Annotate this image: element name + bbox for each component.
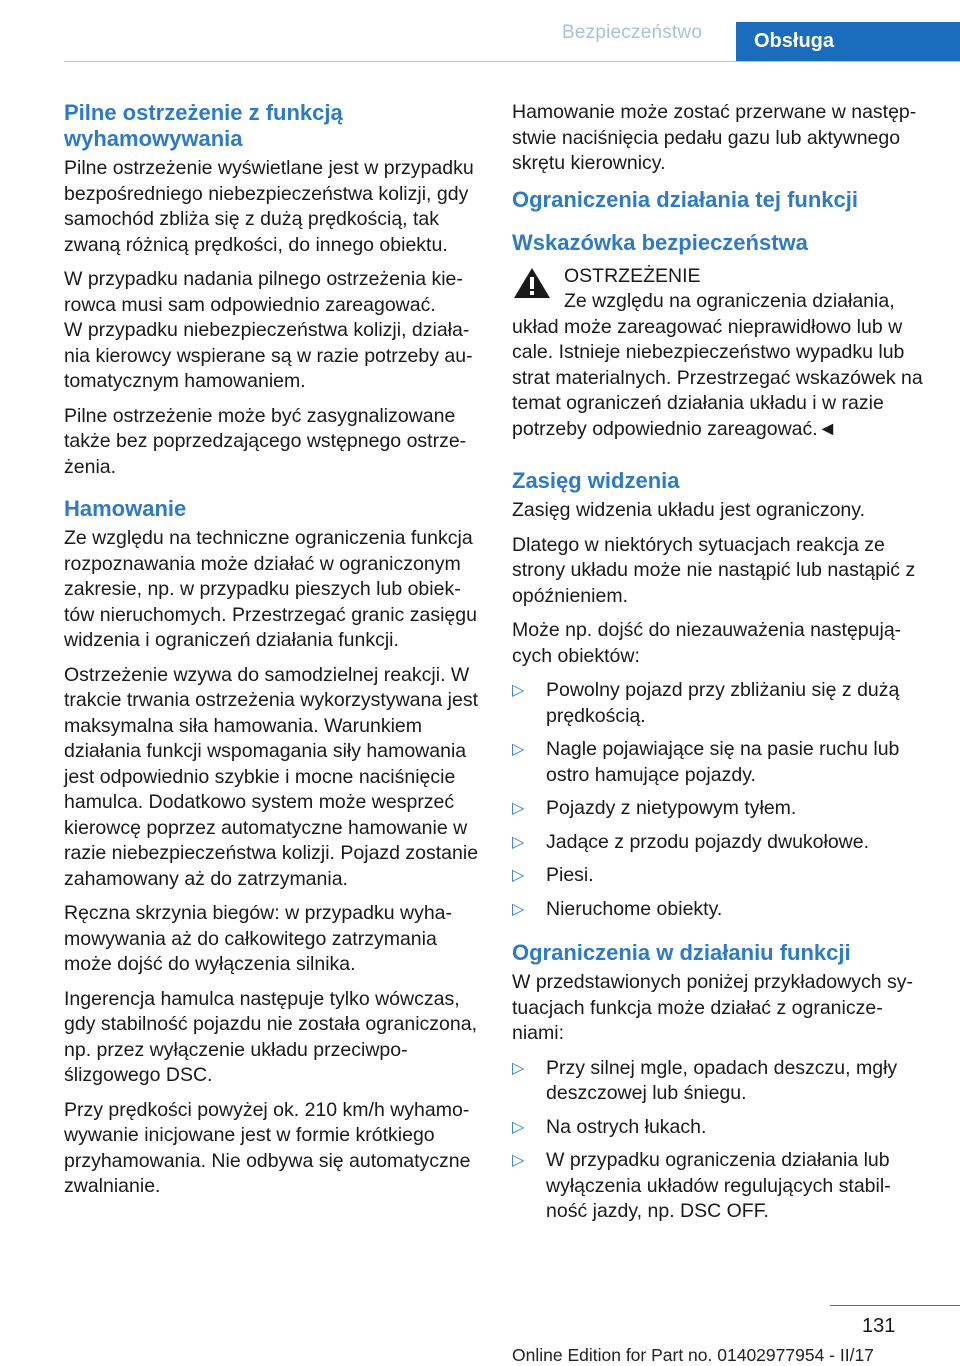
- paragraph: Dlatego w niektórych sytuacjach reakcja ze strony układu może nie nastąpić lub nastąpić z opóźnieniem.: [512, 533, 916, 607]
- warning-box: [512, 264, 924, 443]
- list-item: ▷ Piesi.: [512, 863, 924, 889]
- paragraph: W przedstawionych poniżej przykładowych sytuacjach funkcja może działać z ograniczeniami:: [512, 971, 913, 1044]
- list-item: ▷ Na ostrych łukach.: [512, 1115, 924, 1141]
- list-item: ▷ Przy silnej mgle, opadach deszczu, mgły deszczowej lub śniegu.: [512, 1056, 898, 1104]
- triangle-bullet-icon: ▷: [512, 833, 525, 851]
- list-item: ▷ Nieruchome obiekty.: [512, 897, 924, 923]
- list-limited-situations: [512, 1056, 924, 1225]
- heading-detection-range: Zasięg widzenia: [512, 468, 680, 493]
- header-section-title: Bezpieczeństwo: [562, 22, 703, 43]
- heading-operation-limits: Ograniczenia w działaniu funkcji: [512, 940, 851, 965]
- warning-triangle-icon: [512, 266, 552, 300]
- paragraph: Ręczna skrzynia biegów: w przypadku wyhamowywania aż do całkowitego zatrzymania może dojść do wyłączenia silnika.: [64, 902, 453, 975]
- header-divider: [64, 61, 960, 62]
- paragraph: W przypadku nadania pilnego ostrzeżenia kierowca musi sam odpowiednio zareagować.: [64, 268, 463, 316]
- paragraph: Ingerencja hamulca następuje tylko wówczas, gdy stabilność pojazdu nie została ograniczona, np. przez wyłączenie układu przeciwpoślizgowego DSC.: [64, 987, 478, 1086]
- list-item: ▷ W przypadku ograniczenia działania lub wyłączenia układów regulujących stabilność jazdy, np. DSC OFF.: [512, 1149, 891, 1222]
- warning-title: OSTRZEŻENIE: [564, 264, 701, 287]
- triangle-bullet-icon: ▷: [512, 800, 525, 817]
- paragraph: W przypadku niebezpieczeństwa kolizji, działania kierowcy wspierane są w razie potrzeby automatycznym hamowaniem.: [64, 319, 473, 392]
- left-column: [64, 100, 479, 1209]
- paragraph: Pilne ostrzeżenie może być zasygnalizowane także bez poprzedzającego wstępnego ostrzeżenia.: [64, 404, 467, 478]
- triangle-bullet-icon: ▷: [512, 1118, 525, 1136]
- heading-function-limits: Ograniczenia działania tej funkcji: [512, 186, 858, 212]
- list-item: ▷ Pojazdy z nietypowym tyłem.: [512, 796, 924, 822]
- paragraph: Ze względu na techniczne ograniczenia funkcja rozpoznawania może działać w ograniczonym zakresie, np. w przypadku pieszych lub obiektów nieruchomych. Przestrzegać granic zasięgu widzenia i ograniczeń działania funkcji.: [64, 527, 477, 651]
- triangle-bullet-icon: ▷: [512, 900, 525, 918]
- paragraph: Pilne ostrzeżenie wyświetlane jest w przypadku bezpośredniego niebezpieczeństwa kolizji, gdy samochód zbliża się z dużą prędkością, tak zwaną różnicą prędkości, do innego obiektu.: [64, 157, 474, 256]
- footer-divider: [830, 1305, 960, 1306]
- triangle-bullet-icon: ▷: [512, 1059, 525, 1077]
- paragraph: Przy prędkości powyżej ok. 210 km/h wyhamowywanie inicjowane jest w formie krótkiego przyhamowania. Nie odbywa się automatyczne zwalnianie.: [64, 1098, 471, 1197]
- heading-braking: Hamowanie: [64, 496, 187, 521]
- paragraph: Ostrzeżenie wzywa do samodzielnej reakcji. W trakcie trwania ostrzeżenia wykorzystywana jest maksymalna siła hamowania. Warunkiem działania funkcji wspomagania siły hamowania jest odpowiednio szybkie i mocne naciśnięcie hamulca. Dodatkowo system może wesprzeć kierowcę poprzez automatyczne hamowanie w razie niebezpieczeństwa kolizji. Pojazd zostanie zahamowany aż do zatrzymania.: [64, 663, 479, 890]
- heading-safety-note: Wskazówka bezpieczeństwa: [512, 229, 808, 255]
- header-tab-obsluga[interactable]: Obsługa: [736, 22, 960, 62]
- paragraph: Hamowanie może zostać przerwane w następstwie naciśnięcia pedału gazu lub aktywnego skrętu kierownicy.: [512, 101, 917, 174]
- list-item: ▷ Nagle pojawiające się na pasie ruchu lub ostro hamujące pojazdy.: [512, 738, 900, 786]
- right-column: [512, 100, 924, 1234]
- paragraph: Zasięg widzenia układu jest ograniczony.: [512, 499, 865, 521]
- list-item: ▷ Jadące z przodu pojazdy dwukołowe.: [512, 830, 924, 856]
- warning-text: układ może zareagować nieprawidłowo lub w cale. Istnieje niebezpieczeństwo wypadku lub strat materialnych. Przestrzegać wskazówek na temat ograniczeń działania układu i w razie potrzeby odpowiednio zareagować.◄: [512, 315, 923, 440]
- warning-text-line: Ze względu na ograniczenia działania,: [564, 290, 895, 312]
- heading-urgent-warning: Pilne ostrzeżenie z funkcją wyhamowywania: [64, 100, 343, 151]
- triangle-bullet-icon: ▷: [512, 867, 525, 884]
- page-number: 131: [862, 1315, 896, 1337]
- triangle-bullet-icon: ▷: [512, 1152, 525, 1169]
- triangle-bullet-icon: ▷: [512, 741, 525, 758]
- paragraph: Może np. dojść do niezauważenia następujących obiektów:: [512, 619, 902, 667]
- list-item: ▷ Powolny pojazd przy zbliżaniu się z dużą prędkością.: [512, 679, 900, 727]
- edition-footer: Online Edition for Part no. 01402977954 - II/17: [512, 1345, 874, 1365]
- triangle-bullet-icon: ▷: [512, 682, 525, 699]
- list-undetected-objects: [512, 678, 924, 922]
